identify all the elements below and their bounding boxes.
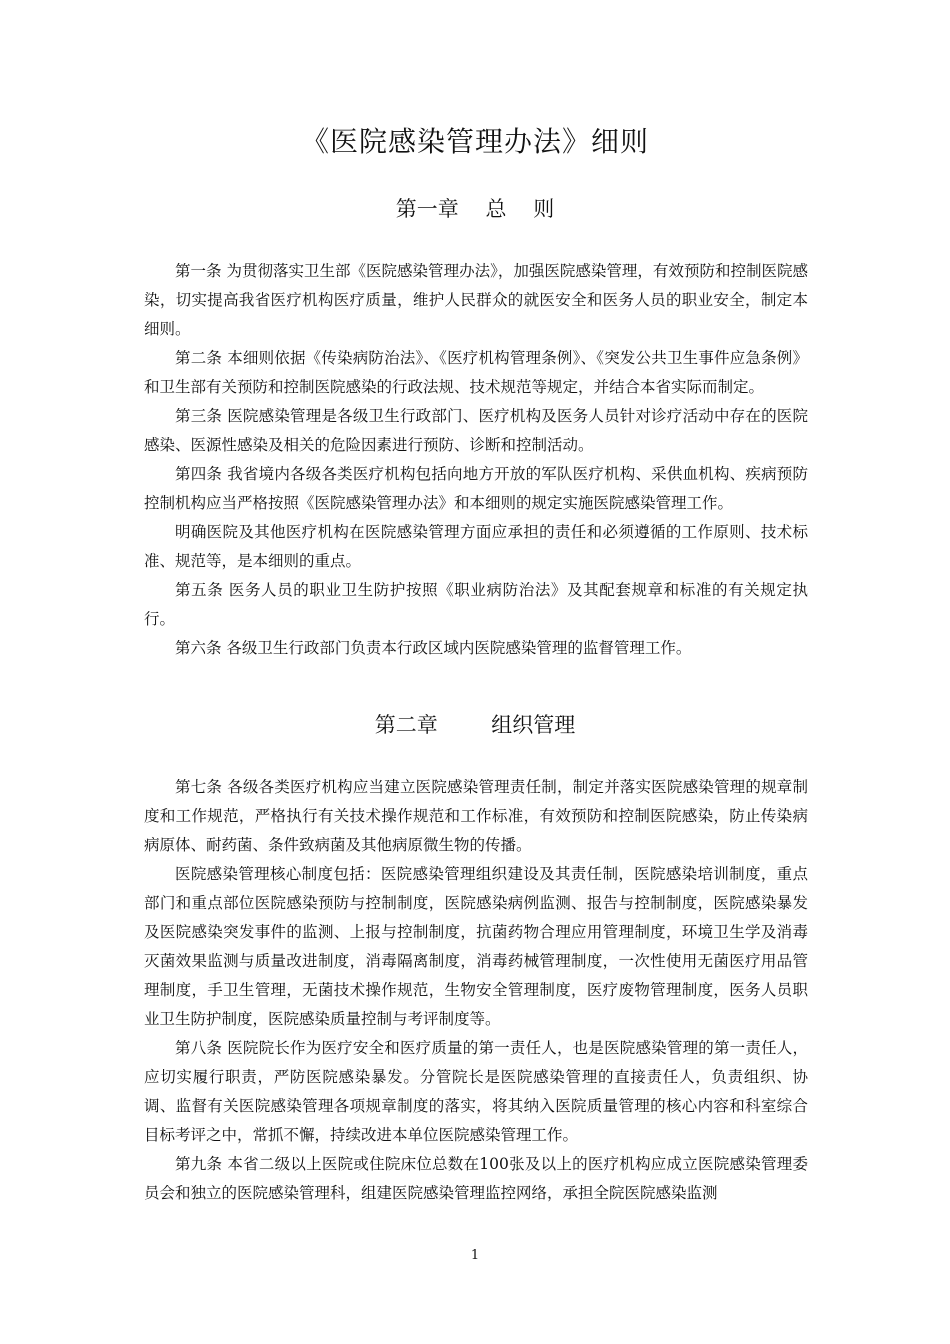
paragraph: 第三条 医院感染管理是各级卫生行政部门、医疗机构及医务人员针对诊疗活动中存在的医院感染、医源性感染及相关的危险因素进行预防、诊断和控制活动。 (144, 407, 808, 454)
chapter-heading-1: 第一章 总 则 (395, 197, 555, 221)
paragraph: 第一条 为贯彻落实卫生部《医院感染管理办法》，加强医院感染管理，有效预防和控制医院感染，切实提高我省医疗机构医疗质量，维护人民群众的就医安全和医务人员的职业安全，制定本细则。 (144, 262, 808, 338)
paragraph: 第七条 各级各类医疗机构应当建立医院感染管理责任制，制定并落实医院感染管理的规章制度和工作规范，严格执行有关技术操作规范和工作标准，有效预防和控制医院感染，防止传染病病原体、耐药菌、条件致病菌及其他病原微生物的传播。 (144, 778, 808, 854)
page-number: 1 (470, 1248, 480, 1263)
chapter-heading-2: 第二章 组织管理 (374, 713, 576, 737)
paragraph: 明确医院及其他医疗机构在医院感染管理方面应承担的责任和必须遵循的工作原则、技术标准、规范等，是本细则的重点。 (144, 523, 808, 570)
paragraph: 医院感染管理核心制度包括：医院感染管理组织建设及其责任制，医院感染培训制度，重点部门和重点部位医院感染预防与控制制度，医院感染病例监测、报告与控制制度，医院感染暴发及医院感染突发事件的监测、上报与控制制度，抗菌药物合理应用管理制度，环境卫生学及消毒灭菌效果监测与质量改进制度，消毒隔离制度，消毒药械管理制度，一次性使用无菌医疗用品管理制度，手卫生管理，无菌技术操作规范，生物安全管理制度，医疗废物管理制度，医务人员职业卫生防护制度，医院感染质量控制与考评制度等。 (144, 865, 808, 1028)
document-title: 《医院感染管理办法》细则 (300, 125, 649, 158)
chapter-1-body (144, 257, 808, 663)
paragraph: 第六条 各级卫生行政部门负责本行政区域内医院感染管理的监督管理工作。 (175, 639, 692, 657)
paragraph: 第二条 本细则依据《传染病防治法》、《医疗机构管理条例》、《突发公共卫生事件应急条例》和卫生部有关预防和控制医院感染的行政法规、技术规范等规定，并结合本省实际而制定。 (144, 349, 808, 396)
paragraph: 第四条 我省境内各级各类医疗机构包括向地方开放的军队医疗机构、采供血机构、疾病预防控制机构应当严格按照《医院感染管理办法》和本细则的规定实施医院感染管理工作。 (144, 465, 808, 512)
paragraph: 第五条 医务人员的职业卫生防护按照《职业病防治法》及其配套规章和标准的有关规定执行。 (144, 581, 808, 628)
paragraph: 第八条 医院院长作为医疗安全和医疗质量的第一责任人，也是医院感染管理的第一责任人，应切实履行职责，严防医院感染暴发。分管院长是医院感染管理的直接责任人，负责组织、协调、监督有关医院感染管理各项规章制度的落实，将其纳入医院质量管理的核心内容和科室综合目标考评之中，常抓不懈，持续改进本单位医院感染管理工作。 (144, 1039, 808, 1144)
chapter-2-body (144, 773, 808, 1208)
paragraph: 第九条 本省二级以上医院或住院床位总数在100张及以上的医疗机构应成立医院感染管理委员会和独立的医院感染管理科，组建医院感染管理监控网络，承担全院医院感染监测 (144, 1155, 808, 1202)
